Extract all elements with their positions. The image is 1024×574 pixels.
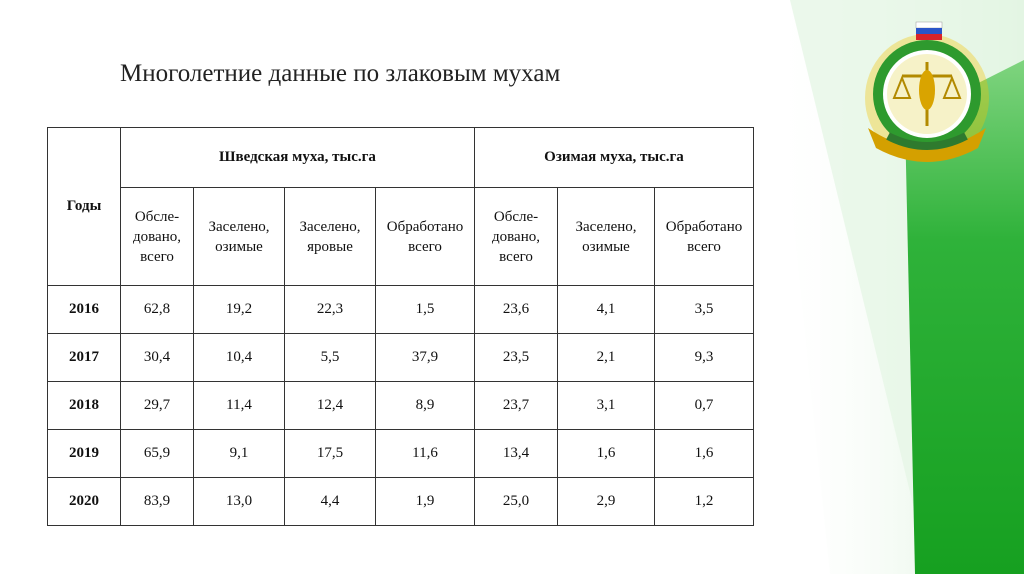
year-cell: 2018 <box>48 382 121 430</box>
subheader-cell: Обработано всего <box>376 188 475 286</box>
table-cell: 4,1 <box>558 286 655 334</box>
header-group-swedish-fly: Шведская муха, тыс.га <box>121 128 475 188</box>
subheader-cell: Обсле- довано, всего <box>121 188 194 286</box>
table-cell: 1,6 <box>655 430 754 478</box>
table-cell: 0,7 <box>655 382 754 430</box>
table-cell: 1,5 <box>376 286 475 334</box>
table-cell: 30,4 <box>121 334 194 382</box>
table-cell: 62,8 <box>121 286 194 334</box>
table-cell: 17,5 <box>285 430 376 478</box>
table-cell: 1,9 <box>376 478 475 526</box>
table-cell: 1,6 <box>558 430 655 478</box>
table-row <box>48 334 754 382</box>
table-row <box>48 382 754 430</box>
table-cell: 11,4 <box>194 382 285 430</box>
table-cell: 65,9 <box>121 430 194 478</box>
data-table <box>47 127 754 526</box>
table-cell: 11,6 <box>376 430 475 478</box>
table-cell: 22,3 <box>285 286 376 334</box>
subheader-cell: Заселено, яровые <box>285 188 376 286</box>
table-cell: 1,2 <box>655 478 754 526</box>
table-cell: 5,5 <box>285 334 376 382</box>
table-row <box>48 478 754 526</box>
subheader-cell: Заселено, озимые <box>558 188 655 286</box>
table-cell: 23,5 <box>475 334 558 382</box>
table-cell: 4,4 <box>285 478 376 526</box>
subheader-cell: Обсле- довано, всего <box>475 188 558 286</box>
table-cell: 8,9 <box>376 382 475 430</box>
table-cell: 25,0 <box>475 478 558 526</box>
year-cell: 2019 <box>48 430 121 478</box>
table-cell: 13,0 <box>194 478 285 526</box>
year-cell: 2020 <box>48 478 121 526</box>
table-row <box>48 286 754 334</box>
table-cell: 9,1 <box>194 430 285 478</box>
year-cell: 2016 <box>48 286 121 334</box>
table-cell: 83,9 <box>121 478 194 526</box>
table-cell: 12,4 <box>285 382 376 430</box>
table-cell: 2,1 <box>558 334 655 382</box>
table-cell: 23,6 <box>475 286 558 334</box>
header-years: Годы <box>48 128 121 286</box>
table-cell: 9,3 <box>655 334 754 382</box>
table-cell: 19,2 <box>194 286 285 334</box>
header-group-winter-fly: Озимая муха, тыс.га <box>475 128 754 188</box>
table-cell: 2,9 <box>558 478 655 526</box>
page-title: Многолетние данные по злаковым мухам <box>120 60 561 87</box>
year-cell: 2017 <box>48 334 121 382</box>
table-cell: 10,4 <box>194 334 285 382</box>
table-cell: 3,1 <box>558 382 655 430</box>
table-cell: 29,7 <box>121 382 194 430</box>
table-cell: 23,7 <box>475 382 558 430</box>
table-cell: 13,4 <box>475 430 558 478</box>
table-cell: 3,5 <box>655 286 754 334</box>
table-row <box>48 430 754 478</box>
table-cell: 37,9 <box>376 334 475 382</box>
coat-of-arms-icon <box>858 18 996 166</box>
subheader-cell: Обработано всего <box>655 188 754 286</box>
subheader-cell: Заселено, озимые <box>194 188 285 286</box>
